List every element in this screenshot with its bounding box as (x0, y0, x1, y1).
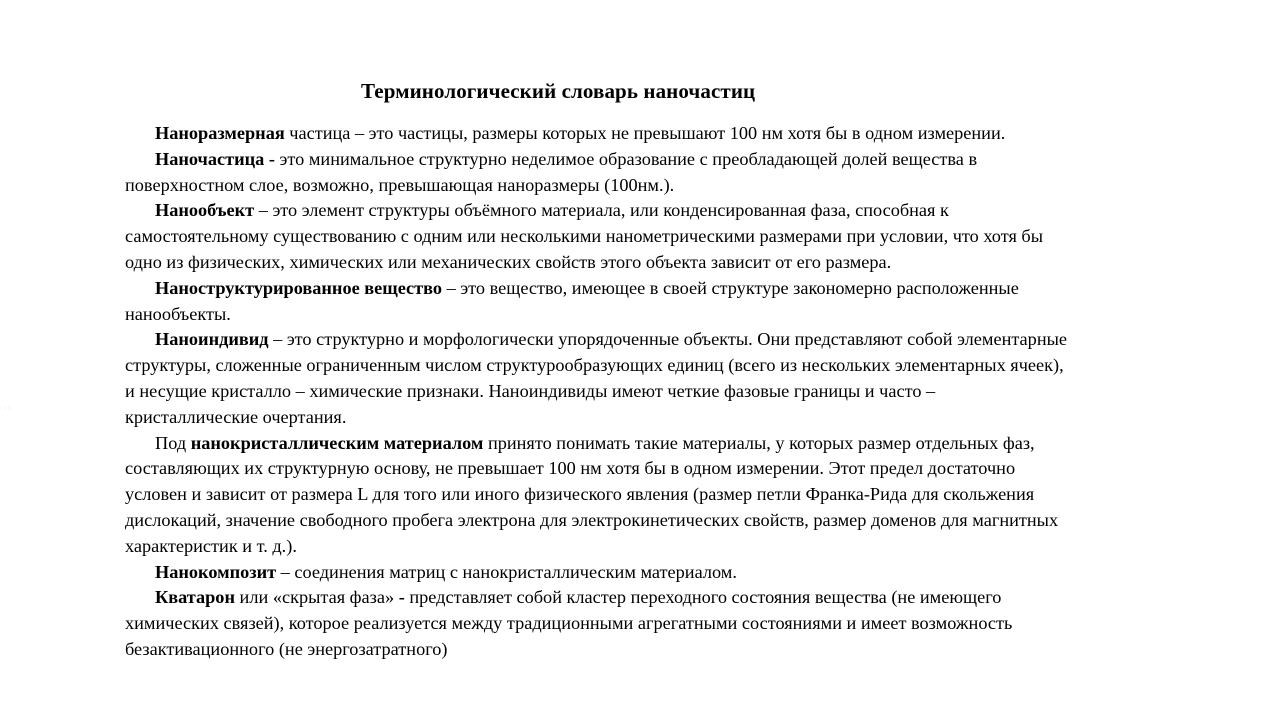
text-line (125, 198, 1235, 224)
text-line (125, 405, 1235, 431)
text-run: принято понимать такие материалы, у которых размер отдельных фаз, (483, 432, 1035, 453)
text-line (125, 327, 1235, 353)
term-bold: Наноиндивид (155, 329, 269, 350)
term-bold: Нанокомпозит (155, 561, 277, 582)
text-run: или «скрытая фаза» (234, 587, 395, 608)
text-run: нанообъекты. (125, 303, 231, 324)
text-line (125, 250, 1235, 276)
text-line (125, 173, 1235, 199)
text-run: кристаллические очертания. (125, 406, 347, 427)
text-run: одно из физических, химических или механических свойств этого объекта зависит от его размера. (125, 251, 892, 272)
edge-mark: · · (4, 404, 12, 413)
text-line (125, 637, 1235, 663)
text-line (125, 147, 1235, 173)
text-line (125, 482, 1235, 508)
document-body (125, 121, 1235, 663)
term-bold: Нанообъект (155, 200, 255, 221)
text-run: безактивационного (не энергозатратного) (125, 638, 448, 659)
term-bold: Наночастица - (155, 148, 275, 169)
text-line (125, 302, 1235, 328)
text-line (125, 585, 1235, 611)
text-run: – это структурно и морфологически упорядоченные объекты. Они представляют собой элементарные (268, 329, 1067, 350)
term-bold: Наноструктурированное вещество (155, 277, 443, 298)
text-line (125, 456, 1235, 482)
text-run: условен и зависит от размера L для того или иного физического явления (размер петли Франка-Рида для скольжения (125, 484, 1035, 505)
text-line (125, 379, 1235, 405)
text-run: – это вещество, имеющее в своей структуре закономерно расположенные (442, 277, 1019, 298)
term-bold: нанокристаллическим материалом (190, 432, 484, 453)
text-line (125, 611, 1235, 637)
text-run: частица – это частицы, размеры которых не превышают 100 нм хотя бы в одном измерении. (284, 123, 1006, 143)
text-run: представляет собой кластер переходного состояния вещества (не имеющего (404, 587, 1002, 608)
text-run: – соединения матриц с нанокристаллическим материалом. (276, 561, 737, 582)
text-line (125, 534, 1235, 560)
text-run: химических связей), которое реализуется между традиционными агрегатными состояниями и имеет возможность (125, 613, 1013, 634)
text-line (125, 353, 1235, 379)
term-bold: - (394, 587, 405, 608)
text-line (125, 224, 1235, 250)
text-run: характеристик и т. д.). (125, 535, 297, 556)
term-bold: Наноразмерная (155, 123, 285, 143)
text-run: составляющих их структурную основу, не превышает 100 нм хотя бы в одном измерении. Этот предел достаточно (125, 458, 1016, 479)
text-line (125, 508, 1235, 534)
text-run: дислокаций, значение свободного пробега электрона для электрокинетических свойств, размер доменов для магнитных (125, 509, 1059, 530)
text-line (125, 276, 1235, 302)
text-run: Под (155, 432, 191, 453)
text-run: и несущие кристалло – химические признаки. Наноиндивиды имеют четкие фазовые границы и часто – (125, 380, 936, 401)
text-run: поверхностном слое, возможно, превышающая наноразмеры (100нм.). (125, 174, 675, 195)
text-line (125, 431, 1235, 457)
text-line (125, 121, 1235, 147)
term-bold: Кватарон (155, 587, 235, 608)
text-run: самостоятельному существованию с одним или несколькими нанометрическими размерами при условии, что хотя бы (125, 226, 1044, 247)
text-run: это минимальное структурно неделимое образование с преобладающей долей вещества в (274, 148, 978, 169)
text-run: – это элемент структуры объёмного материала, или конденсированная фаза, способная к (254, 200, 949, 221)
document-title: Терминологический словарь наночастиц (361, 79, 756, 103)
text-run: структуры, сложенные ограниченным числом структурообразующих единиц (всего из нескольких элементарных ячеек), (125, 355, 1064, 376)
text-line (125, 560, 1235, 586)
